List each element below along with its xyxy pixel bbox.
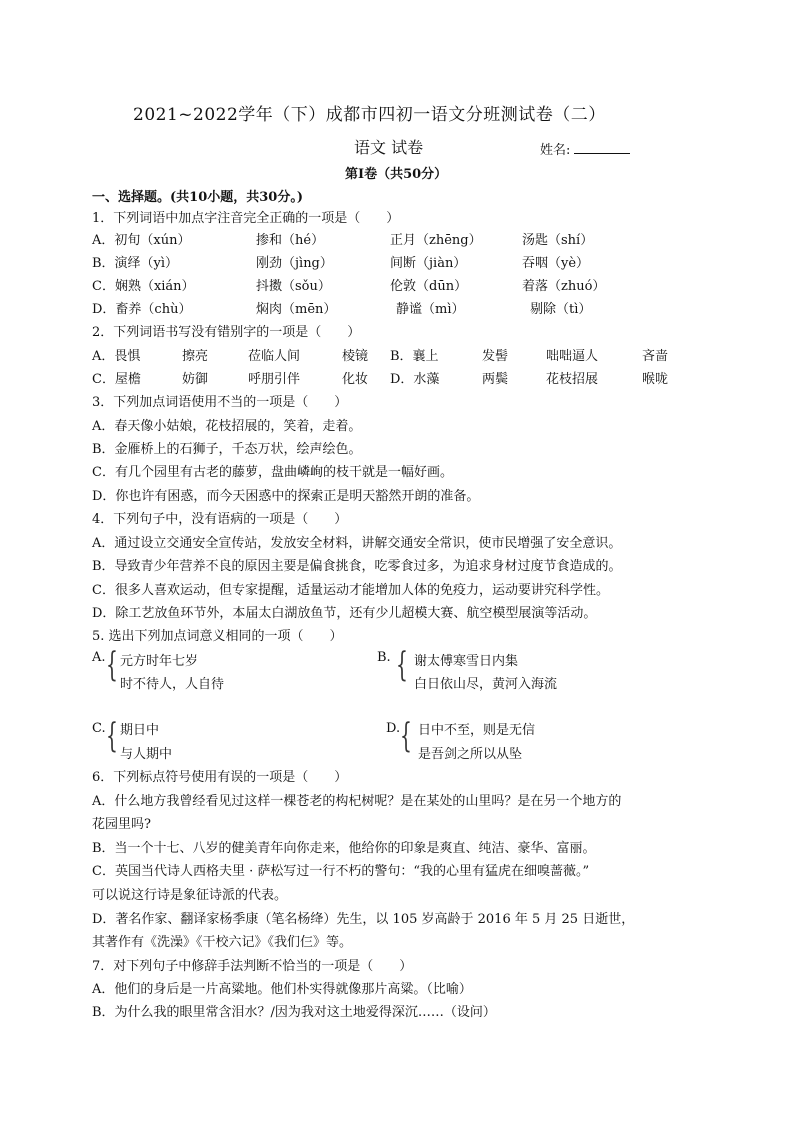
option-a-cont: 花园里吗? [92, 817, 151, 832]
brace-icon: { [106, 716, 118, 756]
option-cell: 花枝招展 [546, 372, 599, 387]
option-d-cont: 其著作有《洗澡》《干校六记》《我们仨》等。 [92, 935, 353, 950]
option-c-cont: 可以说这行诗是象征诗派的代表。 [92, 888, 288, 903]
option-cell: D．畜养（chù） [92, 302, 192, 317]
option-cell: 伦敦（dūn） [390, 279, 468, 294]
option-line: 白日依山尽，黄河入海流 [414, 677, 558, 692]
option-cell: 咄咄逼人 [546, 349, 599, 364]
brace-icon: { [396, 645, 408, 685]
option-a: A．通过设立交通安全宣传站，发放安全材料，讲解交通安全常识，使市民增强了安全意识。 [92, 536, 622, 551]
option-cell: 妨御 [182, 372, 209, 387]
option-b: B．当一个十七、八岁的健美青年向你走来，他给你的印象是爽直、纯洁、豪华、富丽。 [92, 841, 596, 856]
option-cell: 擦亮 [182, 349, 209, 364]
question-6-stem: 6．下列标点符号使用有误的一项是（ ） [92, 770, 348, 785]
section-heading: 一、选择题。(共10小题，共30分。) [92, 190, 303, 205]
option-cell: 着落（zhuó） [522, 279, 606, 294]
exam-title: 2021~2022学年（下）成都市四初一语文分班测试卷（二） [133, 105, 606, 125]
option-line: 日中不至，则是无信 [418, 723, 536, 738]
option-line: 与人期中 [120, 747, 173, 762]
option-a: A．春天像小姑娘，花枝招展的，笑着，走着。 [92, 419, 362, 434]
option-d: D．你也许有困惑，而今天困惑中的探索正是明天豁然开朗的准备。 [92, 489, 480, 504]
option-cell: C．娴熟（xián） [92, 279, 195, 294]
option-line: 谢太傅寒雪日内集 [414, 654, 519, 669]
name-label: 姓名: [540, 143, 571, 158]
option-a: A．他们的身后是一片高粱地。他们朴实得就像那片高粱。（比喻） [92, 982, 472, 997]
question-1-stem: 1．下列词语中加点字注音完全正确的一项是（ ） [92, 211, 400, 226]
option-cell: 掺和（hé） [256, 233, 325, 248]
option-cell: 汤匙（shí） [522, 233, 594, 248]
option-cell: 发髻 [482, 349, 509, 364]
name-blank [574, 141, 630, 154]
option-cell: B．襄上 [390, 349, 439, 364]
option-line: 时不待人，人自待 [120, 677, 225, 692]
option-cell: 焖肉（mēn） [256, 302, 337, 317]
option-cell: A．畏惧 [92, 349, 141, 364]
option-line: 期日中 [120, 723, 160, 738]
option-cell: 抖擞（sǒu） [256, 279, 331, 294]
option-d: D．除工艺放鱼环节外，本届太白湖放鱼节，还有少儿超模大赛、航空模型展演等活动。 [92, 606, 597, 621]
option-a: A．什么地方我曾经看见过这样一棵苍老的构杞树呢？是在某处的山里吗？是在另一个地方的 [92, 794, 622, 809]
option-line: 元方时年七岁 [120, 654, 199, 669]
question-2-stem: 2．下列词语书写没有错别字的一项是（ ） [92, 325, 361, 340]
option-cell: 吝啬 [642, 349, 669, 364]
option-c: C．有几个园里有古老的藤萝，盘曲嶙峋的枝干就是一幅好画。 [92, 465, 453, 480]
brace-icon: { [400, 716, 412, 756]
option-cell: 莅临人间 [248, 349, 301, 364]
option-label: A. [92, 650, 106, 665]
question-7-stem: 7．对下列句子中修辞手法判断不恰当的一项是（ ） [92, 959, 413, 974]
option-cell: 化妆 [342, 372, 369, 387]
volume-heading: 第Ⅰ卷（共50分） [345, 167, 448, 182]
option-cell: B．演绎（yì） [92, 256, 179, 271]
option-label: B. [377, 650, 391, 665]
option-d: D．著名作家、翻译家杨季康（笔名杨绛）先生，以 105 岁高龄于 2016 年 5 月 25 日逝世， [92, 912, 635, 927]
option-label: D. [386, 721, 401, 736]
question-4-stem: 4．下列句子中，没有语病的一项是（ ） [92, 512, 348, 527]
option-cell: 喉咙 [642, 372, 669, 387]
option-label: C. [92, 721, 106, 736]
option-b: B．导致青少年营养不良的原因主要是偏食挑食，吃零食过多，为追求身材过度节食造成的。 [92, 559, 622, 574]
name-field [540, 139, 630, 158]
option-cell: C．屋檐 [92, 372, 141, 387]
option-cell: 呼朋引伴 [248, 372, 301, 387]
option-cell: 间断（jiàn） [390, 256, 467, 271]
question-5-stem: 5. 选出下列加点词意义相同的一项（ ） [92, 629, 343, 644]
option-cell: 棱镜 [342, 349, 369, 364]
option-cell: 吞咽（yè） [522, 256, 590, 271]
option-b: B．金雁桥上的石狮子，千态万状，绘声绘色。 [92, 442, 362, 457]
option-cell: 正月（zhēng） [390, 233, 482, 248]
option-cell: 刚劲（jìng） [256, 256, 333, 271]
option-cell: 两鬓 [482, 372, 509, 387]
option-b: B．为什么我的眼里常含泪水？/因为我对这土地爱得深沉……（设问） [92, 1005, 496, 1020]
option-line: 是吾剑之所以从坠 [418, 747, 523, 762]
brace-icon: { [106, 645, 118, 685]
question-3-stem: 3．下列加点词语使用不当的一项是（ ） [92, 395, 348, 410]
option-cell: 剔除（tì） [530, 302, 592, 317]
option-c: C．很多人喜欢运动，但专家提醒，适量运动才能增加人体的免疫力，运动要讲究科学性。 [92, 583, 609, 598]
subtitle: 语文 试卷 [354, 138, 424, 157]
option-cell: A．初旬（xún） [92, 233, 191, 248]
option-cell: D．水藻 [390, 372, 440, 387]
option-c: C．英国当代诗人西格夫里 · 萨松写过一行不朽的警句：“我的心里有猛虎在细嗅蔷薇。” [92, 864, 590, 879]
option-cell: 静谧（mì） [396, 302, 465, 317]
